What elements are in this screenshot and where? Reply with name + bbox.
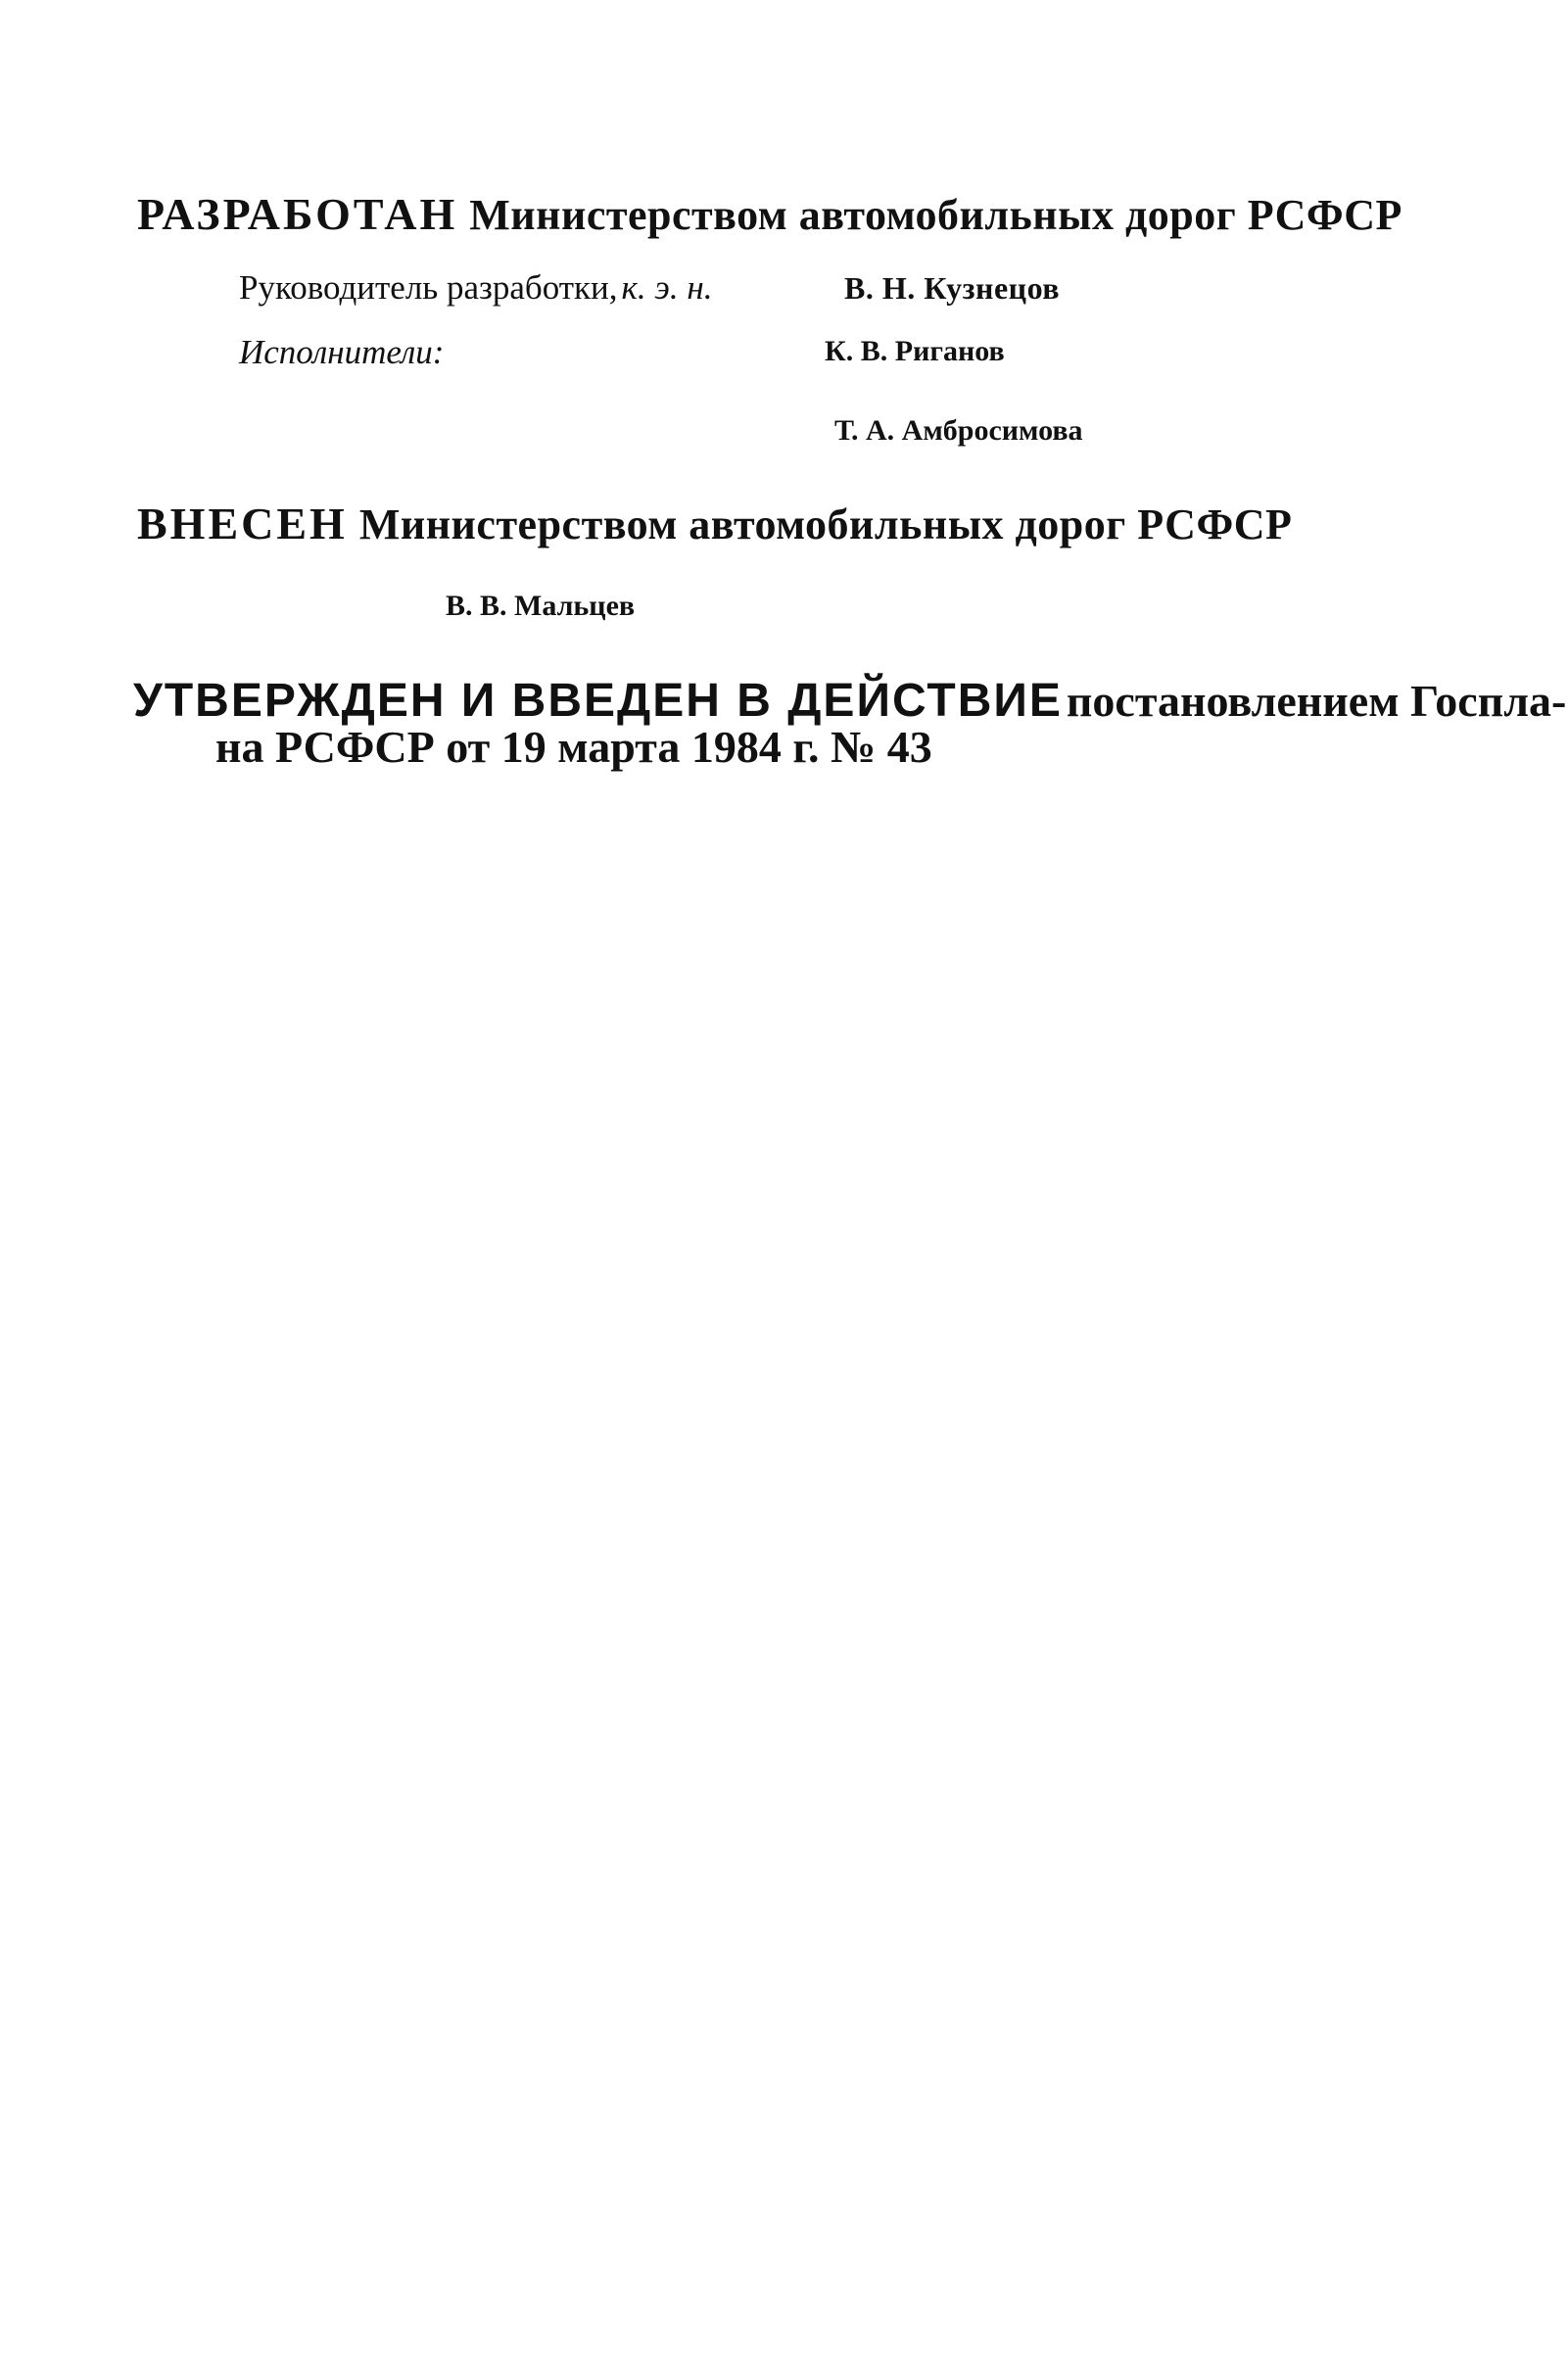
developed-line <box>137 188 1402 240</box>
developed-text: Министерством автомобильных дорог РСФСР <box>469 191 1402 239</box>
introduced-label: ВНЕСЕН <box>137 499 348 548</box>
approved-line-2: на РСФСР от 19 марта 1984 г. № 43 <box>215 722 932 772</box>
lead-name: В. Н. Кузнецов <box>844 270 1061 306</box>
introduced-line <box>137 498 1292 549</box>
lead-role <box>239 268 712 308</box>
approved-line-1 <box>133 674 1566 728</box>
executors-role: Исполнители: <box>239 333 445 371</box>
lead-degree: к. э. н. <box>621 268 713 307</box>
developed-label: РАЗРАБОТАН <box>137 189 458 239</box>
approved-label: УТВЕРЖДЕН И ВВЕДЕН В ДЕЙСТВИЕ <box>133 675 1063 727</box>
lead-role-text: Руководитель разработки, <box>239 268 618 307</box>
executor-name-1: К. В. Риганов <box>825 335 1005 367</box>
introduced-text: Министерством автомобильных дорог РСФСР <box>358 500 1293 548</box>
approved-text-1: постановлением Госпла- <box>1066 676 1567 726</box>
introduced-name: В. В. Мальцев <box>446 590 636 622</box>
executor-name-2: Т. А. Амбросимова <box>834 414 1083 447</box>
